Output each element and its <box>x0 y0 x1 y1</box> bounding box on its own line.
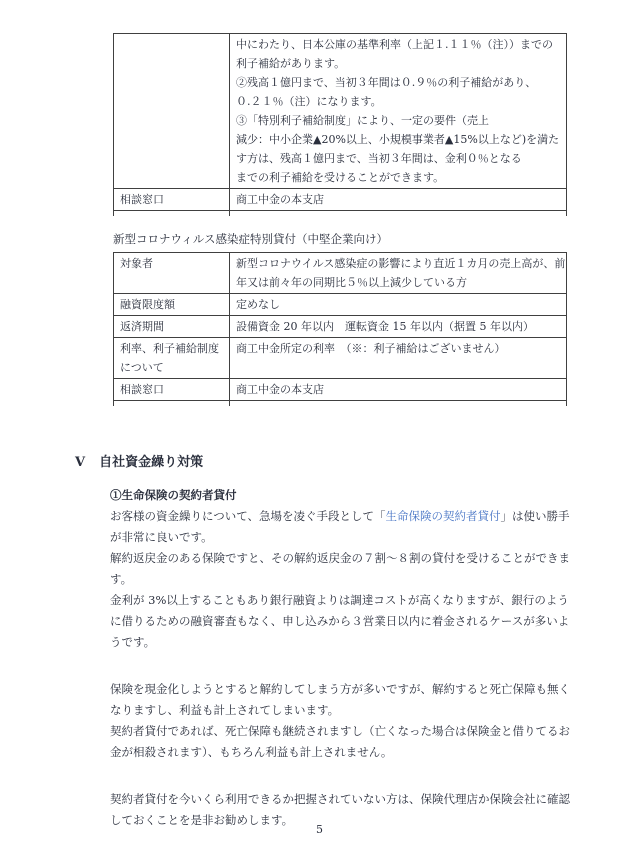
table-border-stub <box>113 211 114 216</box>
table-border-stub <box>229 211 230 216</box>
row-value-cell: 商工中金所定の利率 （※：利子補給はございません） <box>230 338 567 379</box>
section-title: 自社資金繰り対策 <box>99 455 204 470</box>
policy-loan-link[interactable]: 生命保険の契約者貸付 <box>385 509 501 523</box>
paragraph-line: が非常に良いです。 <box>110 530 213 544</box>
table-border-stub <box>229 401 230 406</box>
table-row <box>114 253 567 294</box>
section-body <box>110 485 588 831</box>
table-border-stub <box>113 401 114 406</box>
row-value-cell: 新型コロナウイルス感染症の影響により直近１カ月の売上高が、前 年又は前々年の同期比５％以上減少している方 <box>230 253 567 294</box>
page-number: 5 <box>316 823 323 836</box>
blank-line <box>110 653 588 679</box>
row-value-cell: 定めなし <box>230 294 567 316</box>
row-value-cell: 設備資金 20 年以内 運転資金 15 年以内（据置 5 年以内） <box>230 316 567 338</box>
paragraph: 契約者貸付を今いくら利用できるか把握されていない方は、保険代理店か保険会社に確認 しておくことを是非お勧めします。 <box>110 792 570 827</box>
subsection-title: ①生命保険の契約者貸付 <box>110 488 237 502</box>
table-row <box>114 338 567 379</box>
table-border-stub <box>566 401 567 406</box>
row-value-cell: 商工中金の本支店 <box>230 189 567 211</box>
paragraph: 保険を現金化しようとすると解約してしまう方が多いですが、解約すると死亡保障も無く なりますし、利益も計上されてしまいます。 <box>110 682 570 717</box>
row-value-cell: 商工中金の本支店 <box>230 379 567 401</box>
paragraph: 金利が 3%以上することもあり銀行融資よりは調達コストが高くなりますが、銀行のよう に借りるための融資審査もなく、申し込みから３営業日以内に着金されるケースが多いよ うです。 <box>110 593 570 649</box>
table-row <box>114 189 567 211</box>
paragraph: 契約者貸付であれば、死亡保障も継続されますし（亡くなった場合は保険金と借りてるお 金が相殺されます）、もちろん利益も計上されません。 <box>110 724 570 759</box>
special-loan-title: 新型コロナウィルス感染症特別貸付（中堅企業向け） <box>113 232 388 246</box>
blank-line <box>110 763 588 789</box>
row-label-cell <box>114 34 230 189</box>
row-label-cell: 利率、利子補給制度 について <box>114 338 230 379</box>
interest-subsidy-table <box>113 33 567 211</box>
row-label-cell: 対象者 <box>114 253 230 294</box>
paragraph-line <box>110 506 588 527</box>
row-label-cell: 返済期間 <box>114 316 230 338</box>
special-loan-table <box>113 252 567 401</box>
table-row <box>114 379 567 401</box>
p1-text-pre: お客様の資金繰りについて、急場を凌ぐ手段として「 <box>110 509 386 523</box>
row-value-cell: 中にわたり、日本公庫の基準利率（上記１.１１％（注））までの 利子補給があります。 ②残高１億円まで、当初３年間は０.９％の利子補給があり、 ０.２１％（注）になります。 ③「特別利子補給制度」により、一定の要件（売上 減少：中小企業▲20%以上、小規模事業者▲15%以上など)を満た す方は、残高１億円まで、当初３年間は、金利０％となる までの利子補給を受けることができます。 <box>230 34 567 189</box>
row-label-cell: 相談窓口 <box>114 189 230 211</box>
section-heading <box>75 452 203 473</box>
table-row <box>114 294 567 316</box>
paragraph: 解約返戻金のある保険ですと、その解約返戻金の７割～８割の貸付を受けることができま す。 <box>110 551 570 586</box>
row-label-cell: 相談窓口 <box>114 379 230 401</box>
section-numeral: Ⅴ <box>75 455 86 470</box>
table-row <box>114 34 567 189</box>
table-border-stub <box>566 211 567 216</box>
p1-text-post: 」は使い勝手 <box>500 509 570 523</box>
row-label-cell: 融資限度額 <box>114 294 230 316</box>
table-row <box>114 316 567 338</box>
